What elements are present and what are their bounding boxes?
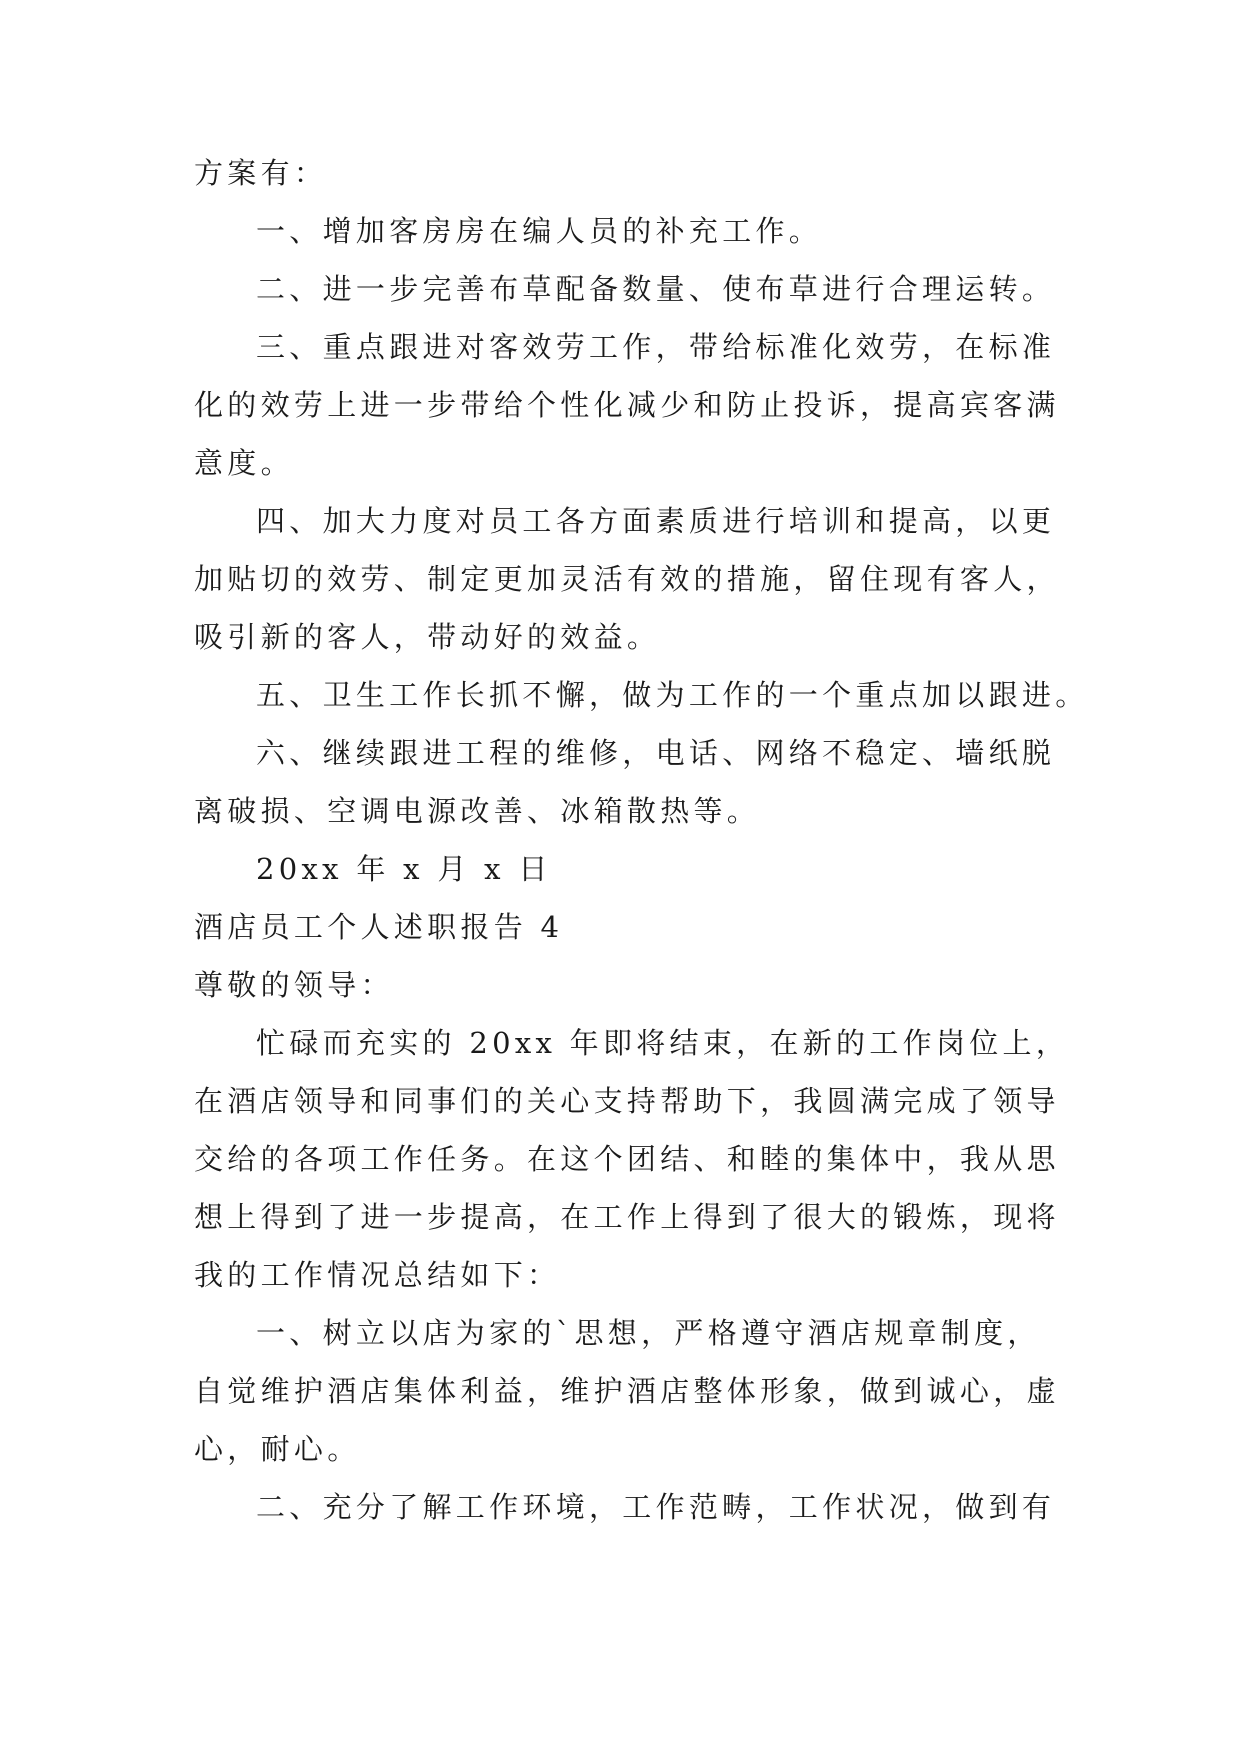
text-line: 一、增加客房房在编人员的补充工作。: [256, 214, 823, 248]
salutation: 尊敬的领导：: [194, 968, 394, 1002]
text-line: 六、继续跟进工程的维修，电话、网络不稳定、墙纸脱: [256, 736, 1056, 770]
text-line: 自觉维护酒店集体利益，维护酒店整体形象，做到诚心，虚: [194, 1374, 1060, 1408]
text-line: 想上得到了进一步提高，在工作上得到了很大的锻炼，现将: [194, 1200, 1060, 1234]
text-line: 二、充分了解工作环境，工作范畴，工作状况，做到有: [256, 1490, 1056, 1524]
text-line: 在酒店领导和同事们的关心支持帮助下，我圆满完成了领导: [194, 1084, 1060, 1118]
text-line: 加贴切的效劳、制定更加灵活有效的措施，留住现有客人，: [194, 562, 1060, 596]
date-line: 20xx 年 x 月 x 日: [256, 852, 552, 886]
text-line: 交给的各项工作任务。在这个团结、和睦的集体中，我从思: [194, 1142, 1060, 1176]
text-line: 三、重点跟进对客效劳工作，带给标准化效劳，在标准: [256, 330, 1056, 364]
text-line: 离破损、空调电源改善、冰箱散热等。: [194, 794, 761, 828]
text-line: 二、进一步完善布草配备数量、使布草进行合理运转。: [256, 272, 1056, 306]
text-line: 方案有：: [194, 156, 328, 190]
text-line: 化的效劳上进一步带给个性化减少和防止投诉，提高宾客满: [194, 388, 1060, 422]
section-title: 酒店员工个人述职报告 4: [194, 910, 564, 944]
text-line: 忙碌而充实的 20xx 年即将结束，在新的工作岗位上，: [256, 1026, 1070, 1060]
text-line: 四、加大力度对员工各方面素质进行培训和提高，以更: [256, 504, 1056, 538]
text-line: 意度。: [194, 446, 294, 480]
text-line: 心，耐心。: [194, 1432, 361, 1466]
text-line: 五、卫生工作长抓不懈，做为工作的一个重点加以跟进。: [256, 678, 1089, 712]
text-line: 我的工作情况总结如下：: [194, 1258, 561, 1292]
text-line: 一、树立以店为家的`思想，严格遵守酒店规章制度，: [256, 1316, 1041, 1350]
text-line: 吸引新的客人，带动好的效益。: [194, 620, 661, 654]
